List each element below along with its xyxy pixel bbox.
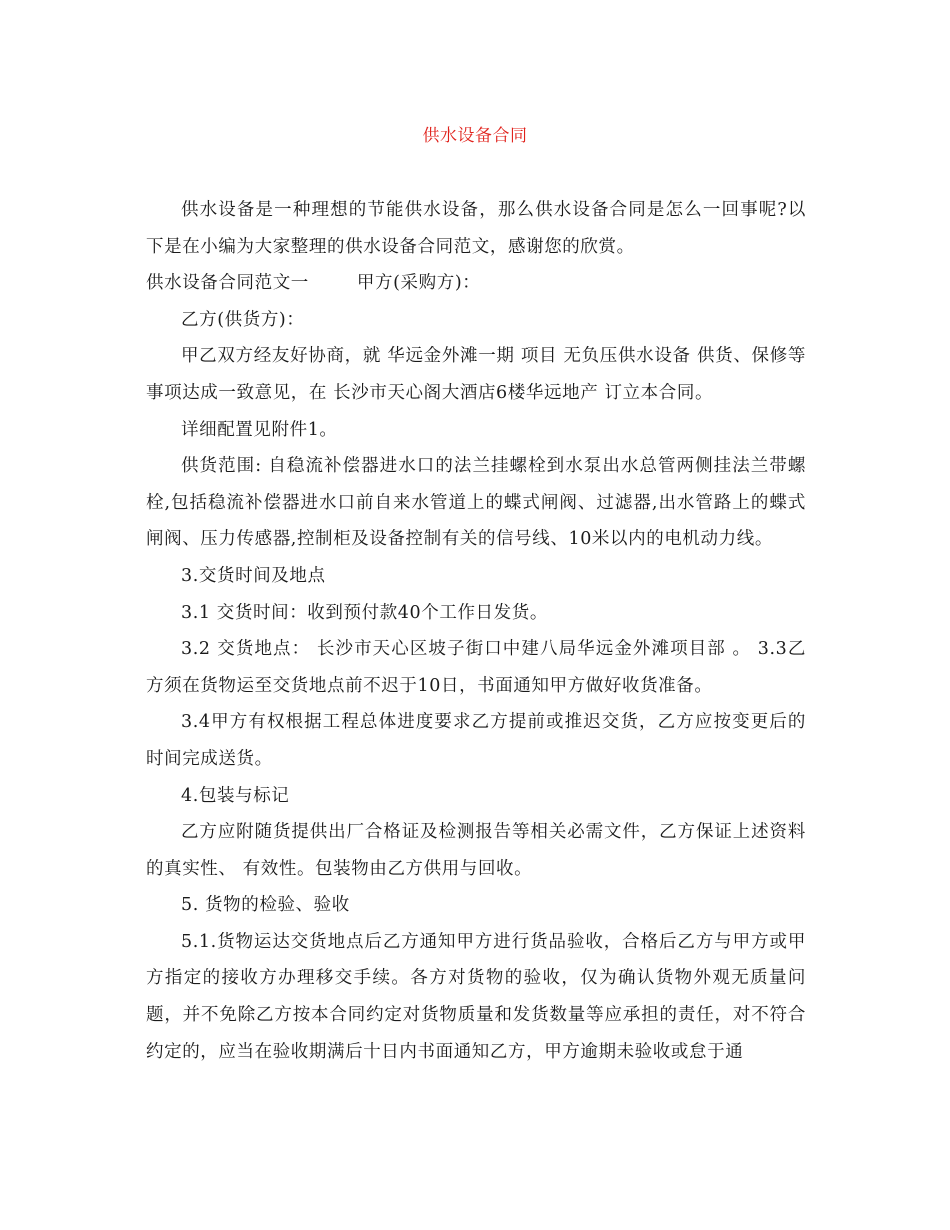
config-paragraph: 详细配置见附件1。 (181, 419, 338, 440)
clause-5-1: 5.1.货物运达交货地点后乙方通知甲方进行货品验收，合格后乙方与甲方或甲方指定的接收方办理移交手续。各方对货物的验收，仅为确认货物外观无质量问题，并不免除乙方按本合同约定对货物质量和发货数量等应承担的责任，对不符合约定的，应当在验收期满后十日内书面通知乙方，甲方逾期未验收或怠于通 (146, 931, 806, 1062)
supply-scope-paragraph: 供货范围: 自稳流补偿器进水口的法兰挂螺栓到水泵出水总管两侧挂法兰带螺栓,包括稳流补偿器进水口前自来水管道上的蝶式闸阀、过滤器,出水管路上的蝶式闸阀、压力传感器,控制柜及设备控制有关的信号线、10米以内的电机动力线。 (146, 456, 806, 550)
sample-title: 供水设备合同范文一 (146, 273, 309, 294)
intro-paragraph: 供水设备是一种理想的节能供水设备，那么供水设备合同是怎么一回事呢?以下是在小编为大家整理的供水设备合同范文，感谢您的欣赏。 (146, 200, 806, 257)
packaging-paragraph: 乙方应附随货提供出厂合格证及检测报告等相关必需文件，乙方保证上述资料的真实性、 有效性。包装物由乙方供用与回收。 (146, 822, 806, 879)
document-title: 供水设备合同 (422, 126, 528, 146)
clause-3-4: 3.4甲方有权根据工程总体进度要求乙方提前或推迟交货，乙方应按变更后的时间完成送货。 (146, 712, 806, 769)
clause-3-2: 3.2 交货地点： 长沙市天心区坡子街口中建八局华远金外滩项目部 。 3.3乙方须在货物运至交货地点前不迟于10日，书面通知甲方做好收货准备。 (146, 639, 806, 696)
clause-3-1: 3.1 交货时间：收到预付款40个工作日发货。 (181, 602, 548, 623)
section-3-heading: 3.交货时间及地点 (181, 565, 326, 586)
agreement-paragraph: 甲乙双方经友好协商，就 华远金外滩一期 项目 无负压供水设备 供货、保修等事项达成一致意见，在 长沙市天心阁大酒店6楼华远地产 订立本合同。 (146, 346, 806, 403)
party-a-label: 甲方(采购方)： (356, 273, 481, 294)
section-5-heading: 5. 货物的检验、验收 (181, 895, 350, 916)
party-b-label: 乙方(供货方)： (181, 309, 305, 330)
document-body (146, 192, 806, 1070)
sample-heading-line (146, 265, 806, 302)
section-4-heading: 4.包装与标记 (181, 785, 290, 806)
